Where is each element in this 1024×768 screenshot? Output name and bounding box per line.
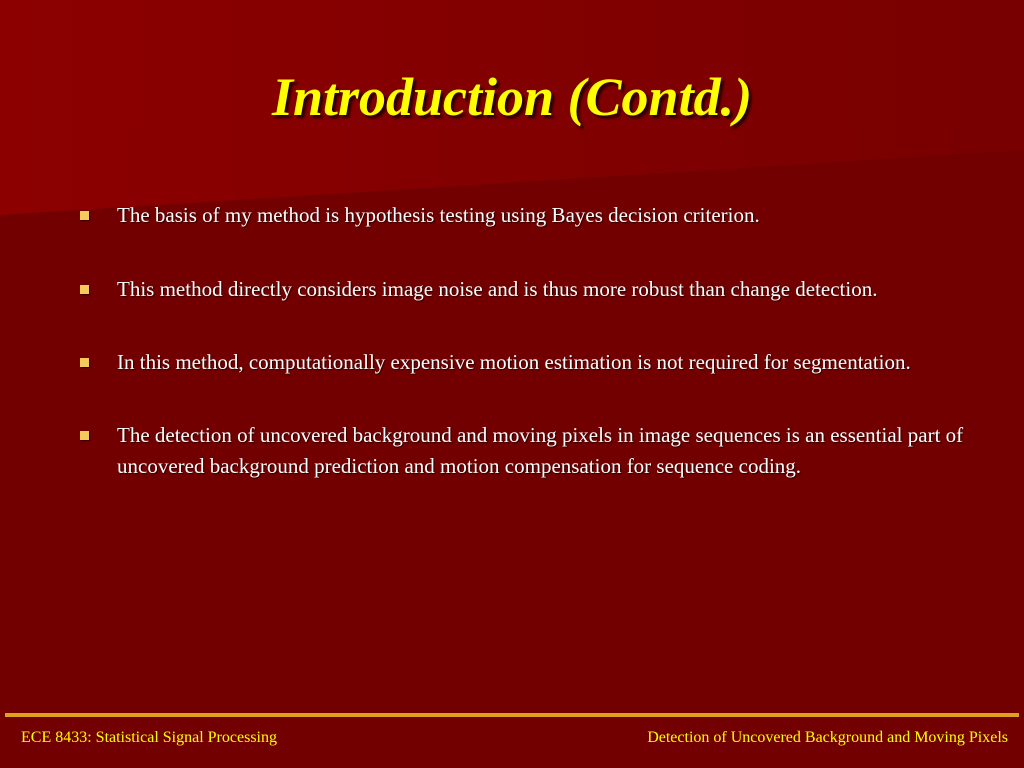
slide-title: Introduction (Contd.)	[271, 67, 753, 127]
footer-divider	[5, 713, 1019, 717]
square-bullet-icon	[80, 431, 89, 440]
bullet-list	[80, 200, 980, 482]
bullet-text: This method directly considers image noise and is thus more robust than change detection.	[117, 277, 878, 301]
bullet-item	[80, 200, 980, 231]
bullet-item	[80, 420, 980, 482]
bullet-item	[80, 274, 980, 305]
square-bullet-icon	[80, 358, 89, 367]
bullet-text: In this method, computationally expensive motion estimation is not required for segmentation.	[117, 350, 911, 374]
footer-presentation-title: Detection of Uncovered Background and Moving Pixels	[647, 729, 1008, 746]
bullet-text: The basis of my method is hypothesis testing using Bayes decision criterion.	[117, 203, 760, 227]
footer-course-name: ECE 8433: Statistical Signal Processing	[21, 729, 277, 746]
bullet-text: The detection of uncovered background and moving pixels in image sequences is an essential part of uncovered background prediction and motion compensation for sequence coding.	[117, 423, 964, 478]
bullet-item	[80, 347, 980, 378]
square-bullet-icon	[80, 285, 89, 294]
square-bullet-icon	[80, 211, 89, 220]
